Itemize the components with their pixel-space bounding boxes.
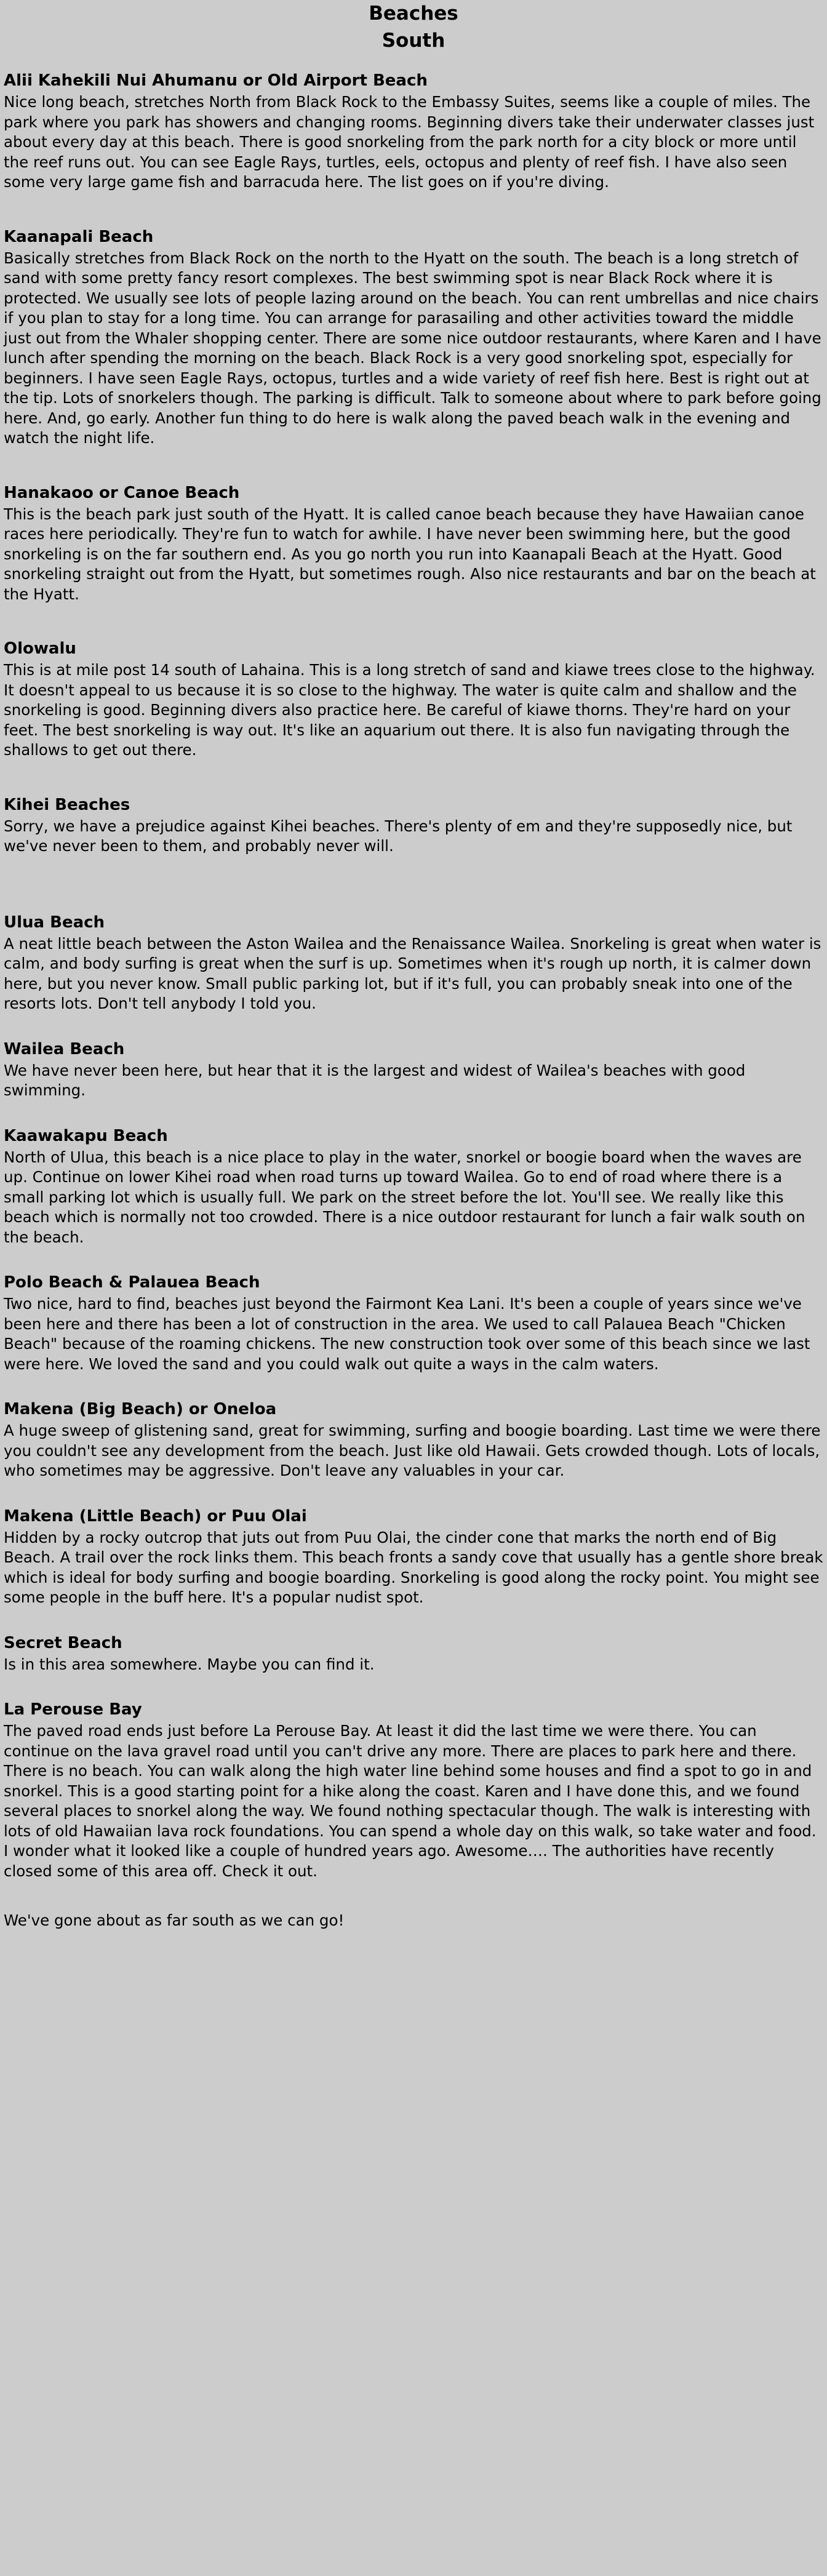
beach-description: Sorry, we have a prejudice against Kihei beaches. There's plenty of em and they're supposedly nice, but we've never been to them, and probably never will. <box>4 817 793 855</box>
beach-name: Kaawakapu Beach <box>4 1126 168 1145</box>
beach-description: This is the beach park just south of the Hyatt. It is called canoe beach because they have Hawaiian canoe races here periodically. They're fun to watch for awhile. I have never been swimming here, but the good snorkeling is on the far southern end. As you go north you run into Kaanapali Beach at the Hyatt. Good snorkeling straight out from the Hyatt, but sometimes rough. Also nice restaurants and bar on the beach at the Hyatt. <box>4 505 816 603</box>
beach-name: Polo Beach & Palauea Beach <box>4 1273 260 1292</box>
beach-description: Nice long beach, stretches North from Black Rock to the Embassy Suites, seems like a couple of miles. The park where you park has showers and changing rooms. Beginning divers take their underwater classes just about every day at this beach. There is good snorkeling from the park north for a city block or more until the reef runs out. You can see Eagle Rays, turtles, eels, octopus and plenty of reef fish. I have also seen some very large game fish and barracuda here. The list goes on if you're diving. <box>4 93 815 191</box>
beach-name: Kaanapali Beach <box>4 227 154 246</box>
beach-name: Hanakaoo or Canoe Beach <box>4 483 240 502</box>
beach-name: Makena (Big Beach) or Oneloa <box>4 1400 277 1418</box>
beach-entry-little-beach <box>4 1505 823 1608</box>
beach-entry-polo-palauea <box>4 1271 823 1374</box>
beach-description: A neat little beach between the Aston Wailea and the Renaissance Wailea. Snorkeling is great when water is calm, and body surfing is great when the surf is up. Sometimes when it's rough up north, it is calmer down here, but you never know. Small public parking lot, but if it's full, you can probably sneak into one of the resorts lots. Don't tell anybody I told you. <box>4 934 821 1012</box>
beach-entry-kaawakapu <box>4 1124 823 1248</box>
beach-name: Kihei Beaches <box>4 795 130 814</box>
page-subtitle: South <box>382 30 445 52</box>
beach-name: Alii Kahekili Nui Ahumanu or Old Airport Beach <box>4 71 428 90</box>
beach-name: La Perouse Bay <box>4 1700 142 1719</box>
beach-entry-wailea <box>4 1038 823 1101</box>
beach-name: Secret Beach <box>4 1633 122 1652</box>
beach-name: Ulua Beach <box>4 913 105 932</box>
page-title: Beaches <box>369 2 458 25</box>
beach-entry-big-beach <box>4 1398 823 1481</box>
beach-entry-la-perouse <box>4 1698 823 1881</box>
beach-entry-kihei <box>4 793 823 857</box>
beach-entry-secret-beach <box>4 1631 823 1675</box>
beach-description: Basically stretches from Black Rock on the north to the Hyatt on the south. The beach is a long stretch of sand with some pretty fancy resort complexes. The best swimming spot is near Black Rock where it is protected. We usually see lots of people lazing around on the beach. You can rent umbrellas and nice chairs if you plan to stay for a long time. You can arrange for parasailing and other activities toward the middle just out from the Whaler shopping center. There are some nice outdoor restaurants, where Karen and I have lunch after spending the morning on the beach. Black Rock is a very good snorkeling spot, especially for beginners. I have seen Eagle Rays, octopus, turtles and a wide variety of reef fish here. Best is right out at the tip. Lots of snorkelers though. The parking is difficult. Talk to someone about where to park before going here. And, go early. Another fun thing to do here is walk along the paved beach walk in the evening and watch the night life. <box>4 249 821 447</box>
beach-entry-kaanapali <box>4 225 823 449</box>
title-block <box>4 0 823 54</box>
beach-description: We have never been here, but hear that it is the largest and widest of Wailea's beaches with good swimming. <box>4 1061 746 1099</box>
beach-name: Makena (Little Beach) or Puu Olai <box>4 1506 307 1526</box>
closing-line: We've gone about as far south as we can go! <box>4 1911 345 1929</box>
beach-name: Wailea Beach <box>4 1039 125 1058</box>
beach-entry-olowalu <box>4 637 823 761</box>
beach-description: The paved road ends just before La Perouse Bay. At least it did the last time we were there. You can continue on the lava gravel road until you can't drive any more. There are places to park here and there. There is no beach. You can walk along the high water line behind some houses and find a spot to go in and snorkel. This is a good starting point for a hike along the coast. Karen and I have done this, and we found several places to snorkel along the way. We found nothing spectacular though. The walk is interesting with lots of old Hawaiian lava rock foundations. You can spend a whole day on this walk, so take water and food. I wonder what it looked like a couple of hundred years ago. Awesome…. The authorities have recently closed some of this area off. Check it out. <box>4 1722 817 1880</box>
beach-entry-hanakaoo <box>4 481 823 605</box>
beach-description: Two nice, hard to find, beaches just beyond the Fairmont Kea Lani. It's been a couple of years since we've been here and there has been a lot of construction in the area. We used to call Palauea Beach "Chicken Beach" because of the roaming chickens. The new construction took over some of this beach since we last were here. We loved the sand and you could walk out quite a ways in the calm waters. <box>4 1295 810 1373</box>
beach-entry-alii <box>4 69 823 193</box>
beach-description: Is in this area somewhere. Maybe you can find it. <box>4 1655 375 1673</box>
beach-description: This is at mile post 14 south of Lahaina. This is a long stretch of sand and kiawe trees close to the highway. It doesn't appeal to us because it is so close to the highway. The water is quite calm and shallow and the snorkeling is good. Beginning divers also practice here. Be careful of kiawe thorns. They're hard on your feet. The best snorkeling is way out. It's like an aquarium out there. It is also fun navigating through the shallows to get out there. <box>4 661 815 759</box>
beach-description: A huge sweep of glistening sand, great for swimming, surfing and boogie boarding. Last time we were there you couldn't see any development from the beach. Just like old Hawaii. Gets crowded though. Lots of locals, who sometimes may be aggressive. Don't leave any valuables in your car. <box>4 1422 821 1479</box>
beach-entry-ulua <box>4 911 823 1014</box>
beach-description: Hidden by a rocky outcrop that juts out from Puu Olai, the cinder cone that marks the north end of Big Beach. A trail over the rock links them. This beach fronts a sandy cove that usually has a gentle shore break which is ideal for body surfing and boogie boarding. Snorkeling is good along the rocky point. You might see some people in the buff here. It's a popular nudist spot. <box>4 1528 823 1606</box>
beach-name: Olowalu <box>4 639 76 658</box>
beach-description: North of Ulua, this beach is a nice place to play in the water, snorkel or boogie board when the waves are up. Continue on lower Kihei road when road turns up toward Wailea. Go to end of road where there is a small parking lot which is usually full. We park on the street before the lot. You'll see. We really like this beach which is normally not too crowded. There is a nice outdoor restaurant for lunch a fair walk south on the beach. <box>4 1148 805 1246</box>
